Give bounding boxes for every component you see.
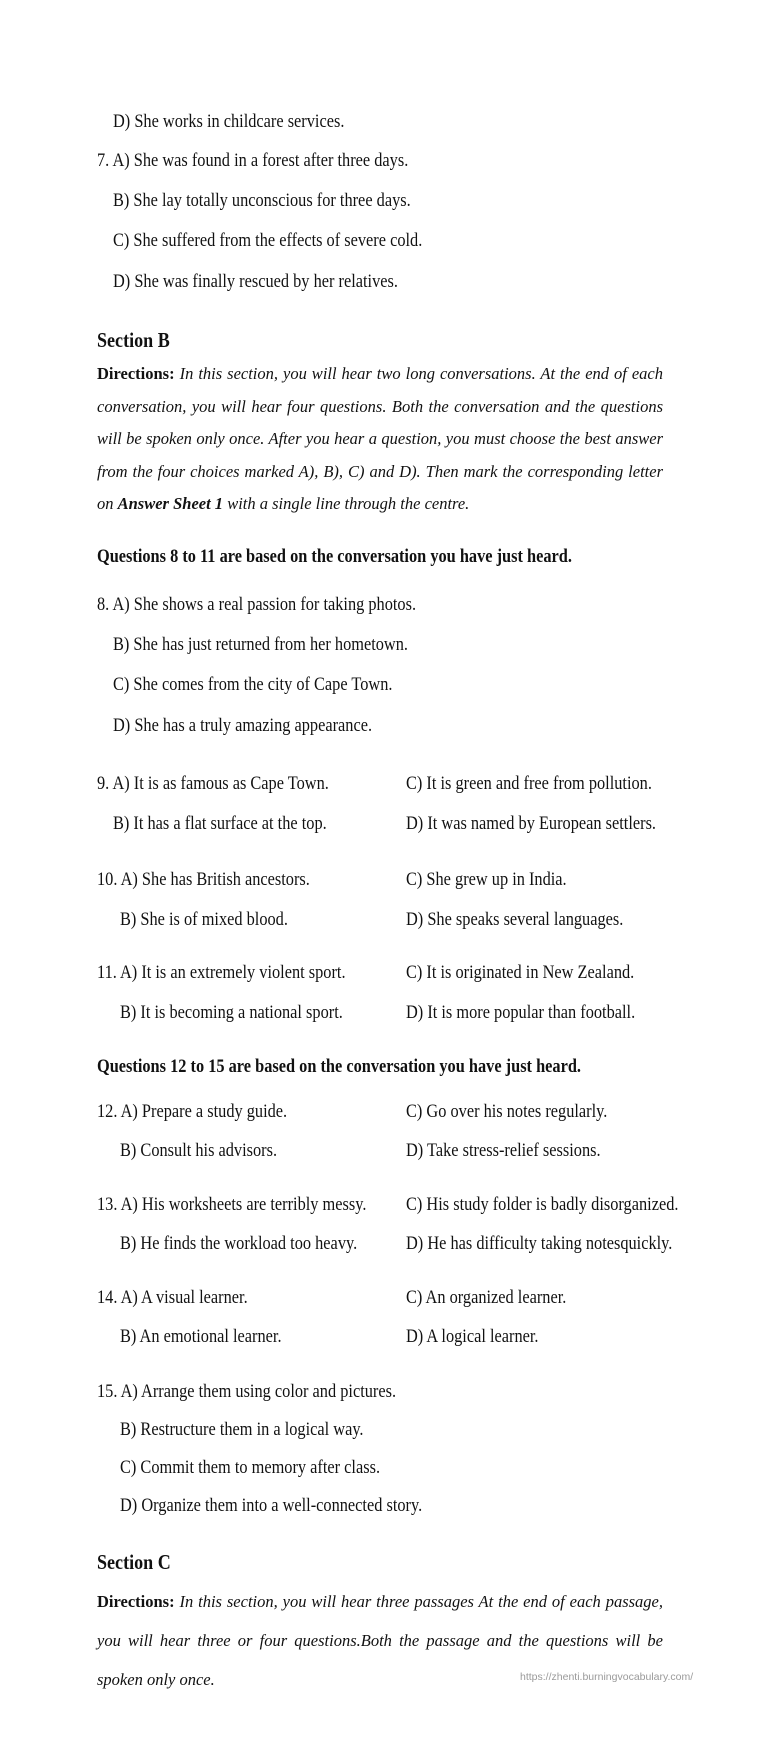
q12-option-b: B) Consult his advisors. [120,1140,278,1161]
q6-option-d: D) She works in childcare services. [113,111,345,132]
q10-option-a: 10. A) She has British ancestors. [97,869,310,890]
section-b-directions [97,358,663,521]
q13-option-a: 13. A) His worksheets are terribly messy. [97,1194,367,1215]
section-c-title: Section C [97,1550,171,1574]
source-url: https://zhenti.burningvocabulary.com/ [520,1671,694,1683]
q13-option-d: D) He has difficulty taking notesquickly. [406,1233,673,1254]
directions-text: In this section, you will hear two long conversations. At the end of each conversation, you will hear four questions. Both the conversation and the questions will be spoken only once. After you hear a question, you must choose the best answer from the four choices marked A), B), C) and D). Then mark the corresponding letter on [97,364,663,513]
q13-option-b: B) He finds the workload too heavy. [120,1233,358,1254]
q9-option-b: B) It has a flat surface at the top. [113,813,327,834]
q13-option-c: C) His study folder is badly disorganized. [406,1194,679,1215]
directions-text: In this section, you will hear three passages At the end of each passage, you will hear three or four questions.Both the passage and the questions will be spoken only once. [97,1592,663,1689]
q11-option-a: 11. A) It is an extremely violent sport. [97,962,346,983]
q7-option-a: 7. A) She was found in a forest after three days. [97,150,409,171]
q14-option-a: 14. A) A visual learner. [97,1287,248,1308]
q11-option-c: C) It is originated in New Zealand. [406,962,635,983]
group-heading-12-15: Questions 12 to 15 are based on the conversation you have just heard. [97,1056,582,1077]
directions-label: Directions: [97,364,175,383]
q8-option-d: D) She has a truly amazing appearance. [113,715,373,736]
answer-sheet-ref: Answer Sheet 1 [117,494,224,513]
q8-option-a: 8. A) She shows a real passion for taking photos. [97,594,417,615]
q15-option-c: C) Commit them to memory after class. [120,1457,381,1478]
q7-option-d: D) She was finally rescued by her relatives. [113,271,398,292]
q15-option-a: 15. A) Arrange them using color and pictures. [97,1381,397,1402]
q11-option-b: B) It is becoming a national sport. [120,1002,343,1023]
q11-option-d: D) It is more popular than football. [406,1002,636,1023]
q15-option-b: B) Restructure them in a logical way. [120,1419,364,1440]
group-heading-8-11: Questions 8 to 11 are based on the conversation you have just heard. [97,546,572,567]
q10-option-c: C) She grew up in India. [406,869,567,890]
q9-option-a: 9. A) It is as famous as Cape Town. [97,773,329,794]
q7-option-b: B) She lay totally unconscious for three days. [113,190,411,211]
q14-option-d: D) A logical learner. [406,1326,539,1347]
q8-option-b: B) She has just returned from her hometown. [113,634,408,655]
q14-option-b: B) An emotional learner. [120,1326,282,1347]
directions-text-end: with a single line through the centre. [223,494,470,513]
q12-option-c: C) Go over his notes regularly. [406,1101,608,1122]
q15-option-d: D) Organize them into a well-connected story. [120,1495,423,1516]
q8-option-c: C) She comes from the city of Cape Town. [113,674,393,695]
q9-option-d: D) It was named by European settlers. [406,813,657,834]
q12-option-d: D) Take stress-relief sessions. [406,1140,601,1161]
q14-option-c: C) An organized learner. [406,1287,567,1308]
q9-option-c: C) It is green and free from pollution. [406,773,652,794]
directions-label: Directions: [97,1592,175,1611]
q12-option-a: 12. A) Prepare a study guide. [97,1101,288,1122]
q7-option-c: C) She suffered from the effects of severe cold. [113,230,423,251]
q10-option-d: D) She speaks several languages. [406,909,624,930]
section-b-title: Section B [97,328,170,352]
q10-option-b: B) She is of mixed blood. [120,909,288,930]
